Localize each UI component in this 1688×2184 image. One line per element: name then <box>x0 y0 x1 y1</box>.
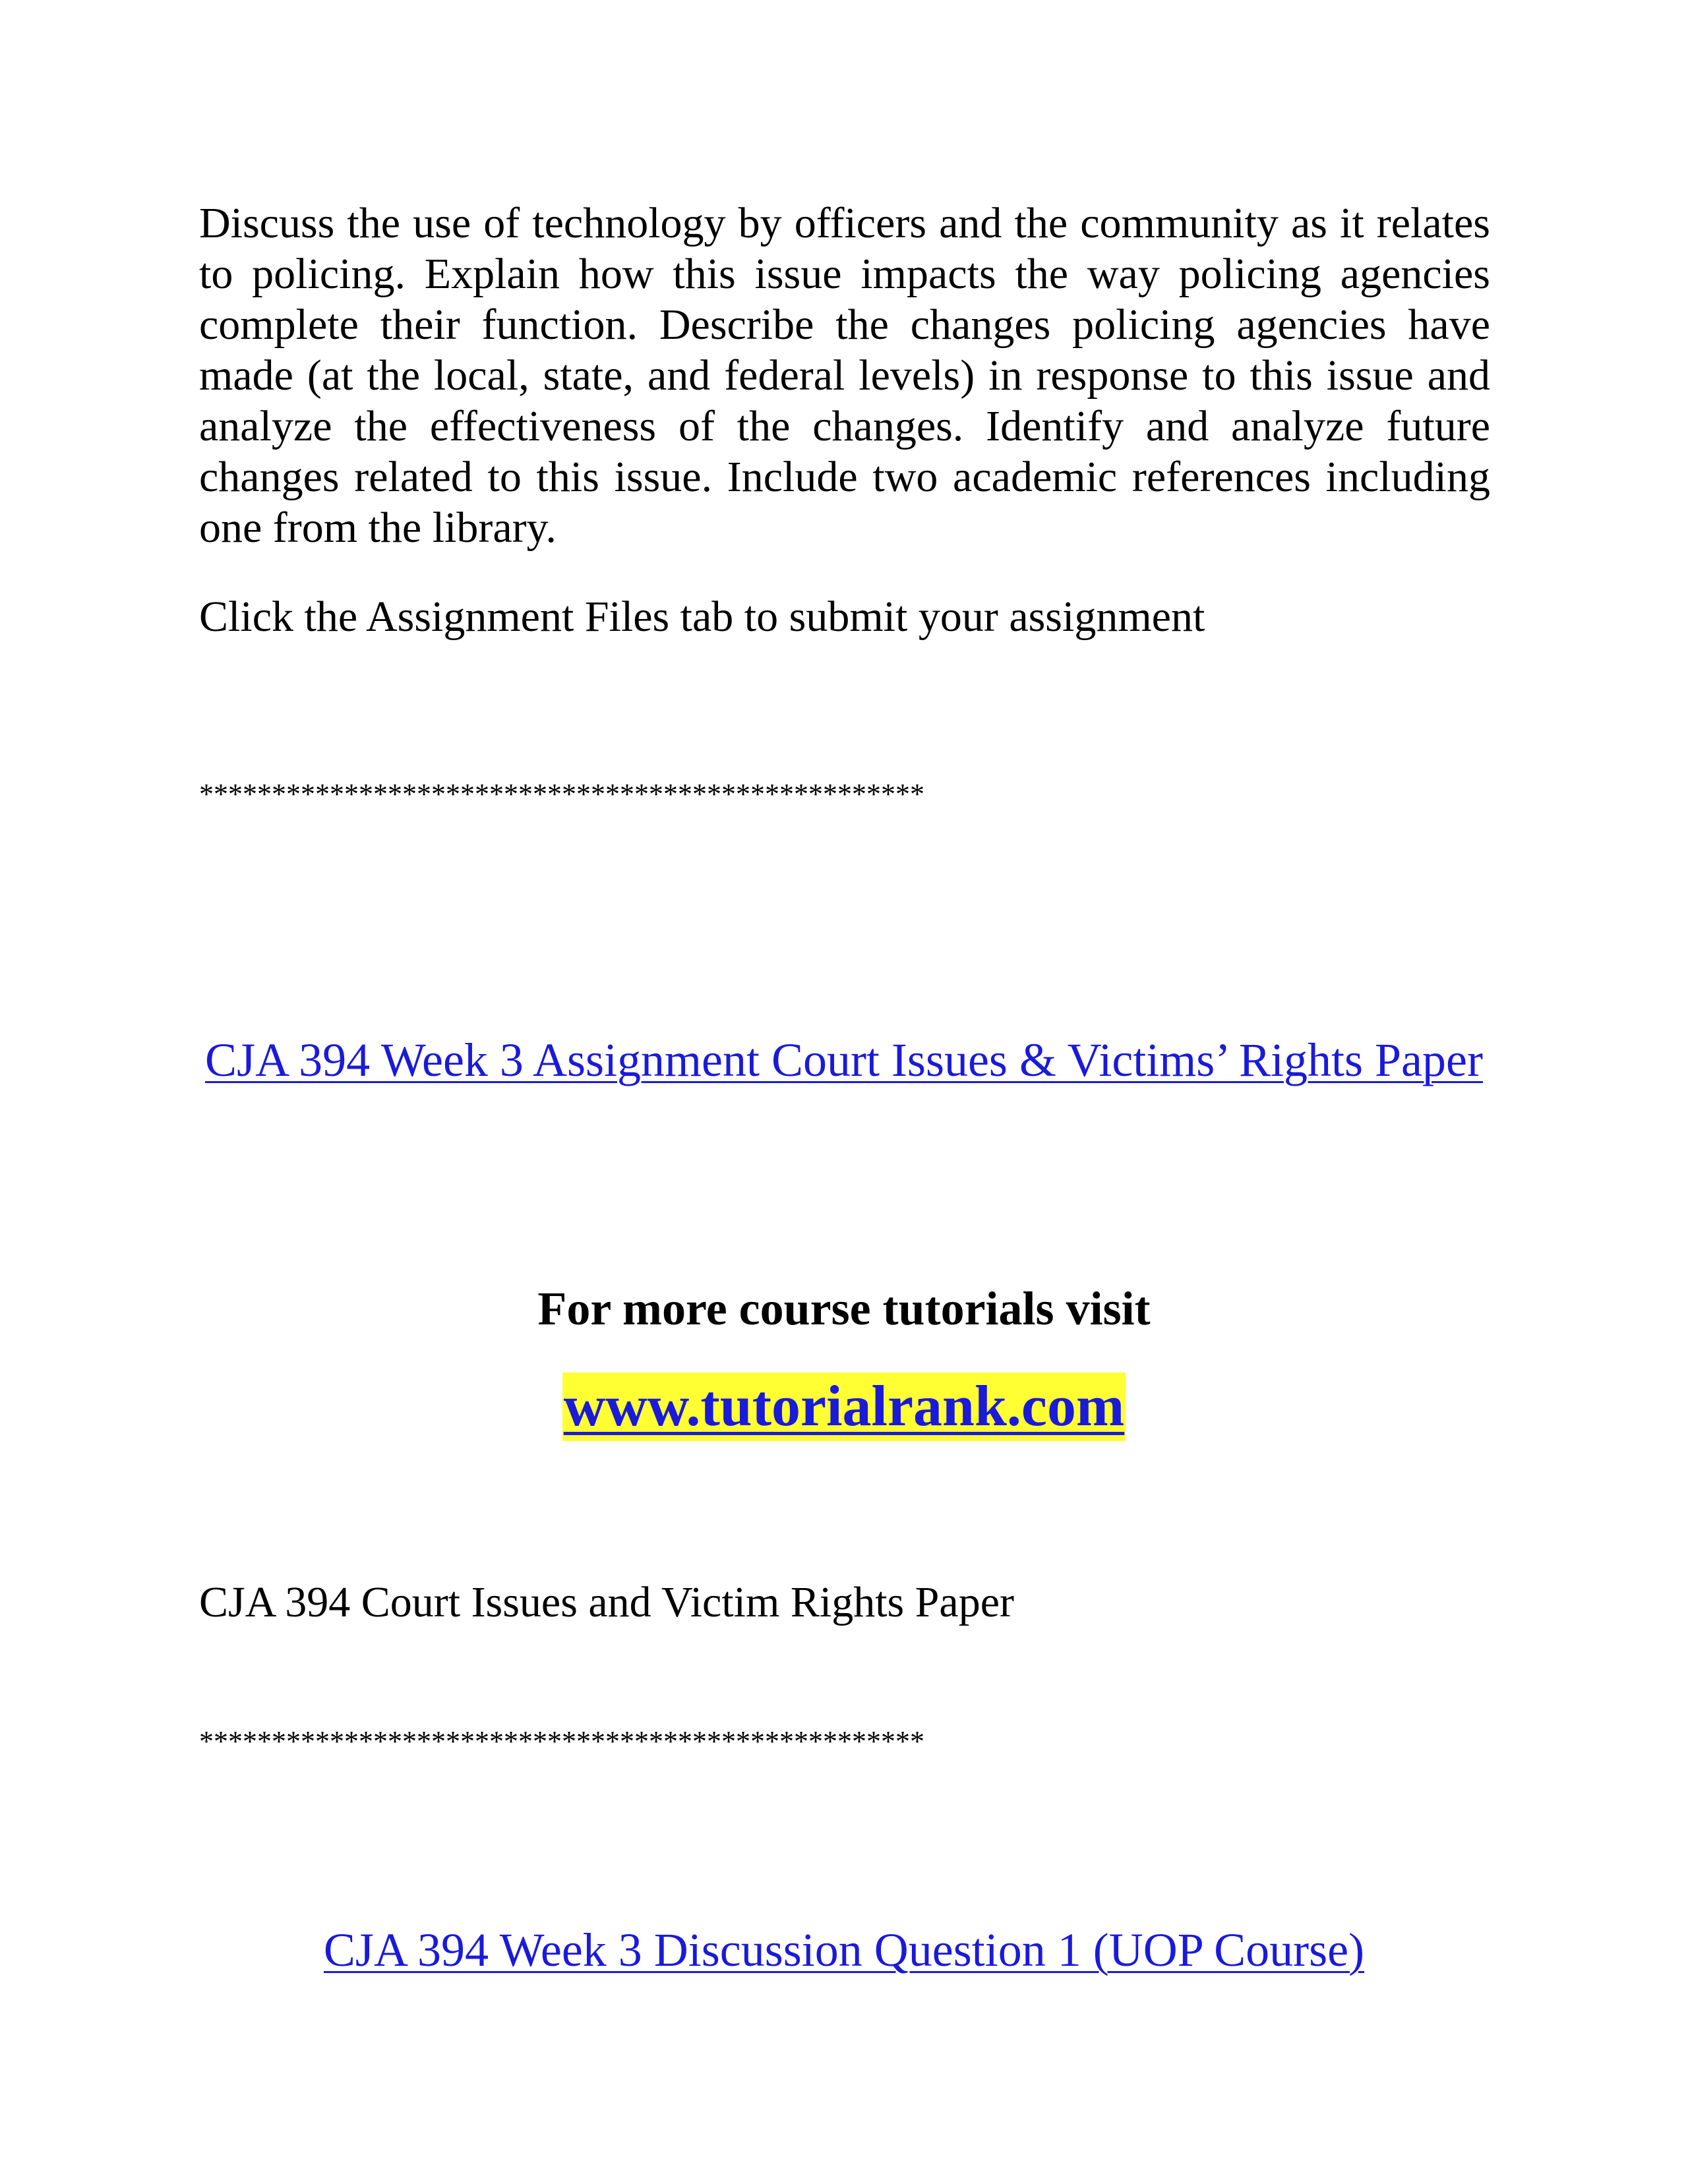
intro-paragraph: Discuss the use of technology by officers and the community as it relates to policing. Explain how this issue impacts the way policing agencies complete their function. Describe the changes policing agencies have made (at the local, state, and federal levels) in response to this issue and analyze the effectiveness of the changes. Identify and analyze future changes related to this issue. Include two academic references including one from the library. <box>199 199 1490 552</box>
separator-2: ************************************************** <box>199 1725 924 1757</box>
assignment-link-block <box>198 1027 1490 1093</box>
promo-url-link[interactable]: www.tutorialrank.com <box>562 1372 1126 1441</box>
promo-url-block <box>198 1372 1490 1441</box>
promo-text: For more course tutorials visit <box>537 1282 1151 1335</box>
assignment-link[interactable]: CJA 394 Week 3 Assignment Court Issues & Victims’ Rights Paper <box>205 1034 1483 1086</box>
paper-subtitle: CJA 394 Court Issues and Victim Rights Paper <box>199 1578 1014 1626</box>
discussion-link[interactable]: CJA 394 Week 3 Discussion Question 1 (UOP Course) <box>323 1924 1365 1976</box>
separator-1: ************************************************** <box>199 778 924 810</box>
discussion-link-block <box>198 1917 1490 1983</box>
instruction-text: Click the Assignment Files tab to submit your assignment <box>199 593 1205 641</box>
